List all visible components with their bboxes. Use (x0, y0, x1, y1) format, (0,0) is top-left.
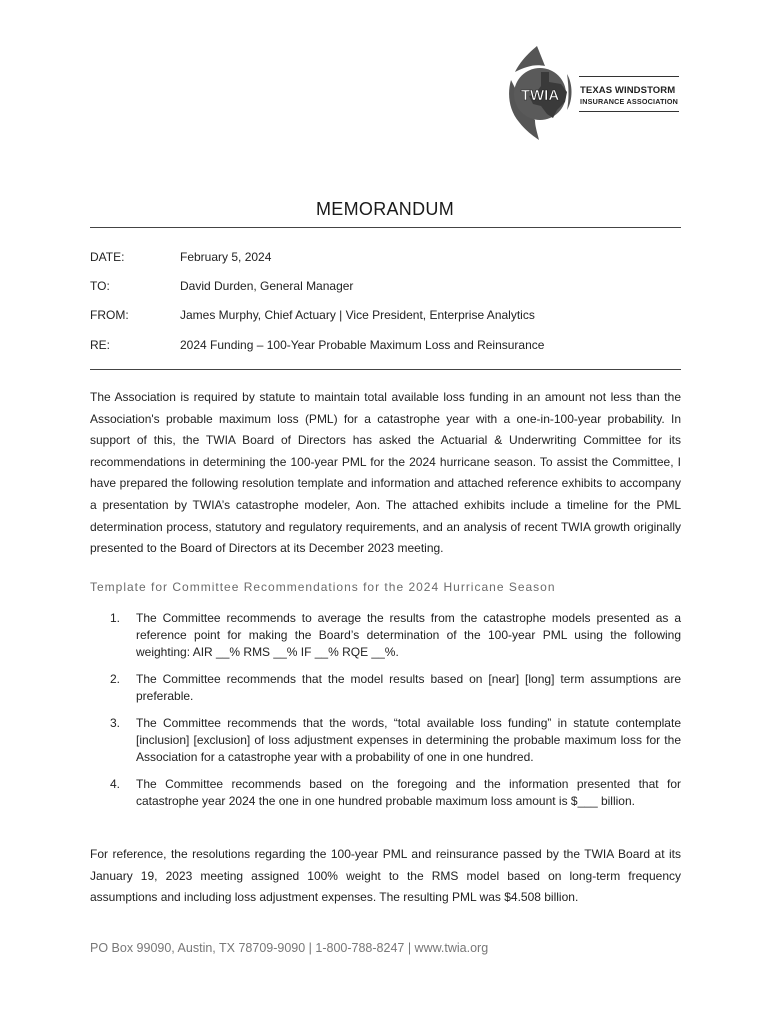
memo-title: MEMORANDUM (316, 199, 454, 219)
list-item-text: The Committee recommends that the words, “total available loss funding” in statute contemplate [inclusion] [exclusion] of loss adjustment expenses in determining the probable maximum loss for the Association for a catastrophe year with a probability of one in one hundred. (136, 716, 681, 764)
twia-logo (505, 44, 685, 142)
list-item-text: The Committee recommends based on the foregoing and the information presented that for catastrophe year 2024 the one in one hundred probable maximum loss amount is $___ billion. (136, 777, 681, 808)
header-bottom-rule (90, 369, 681, 370)
header-date-value: February 5, 2024 (180, 250, 272, 264)
footer-contact: PO Box 99090, Austin, TX 78709-9090 | 1-800-788-8247 | www.twia.org (90, 941, 489, 955)
logo-rule-top (579, 76, 679, 77)
header-from-value: James Murphy, Chief Actuary | Vice President, Enterprise Analytics (180, 308, 535, 322)
header-re-label: RE: (90, 338, 111, 352)
header-from-label: FROM: (90, 308, 129, 322)
logo-name-line2: INSURANCE ASSOCIATION (580, 97, 679, 106)
twia-logo-mark (505, 44, 575, 142)
list-item-number: 3. (110, 716, 121, 730)
logo-mark-text: TWIA (520, 87, 560, 104)
list-item-text: The Committee recommends to average the results from the catastrophe models presented as a reference point for making the Board’s determination of the 100-year PML using the following weighting: AIR __% RMS __% IF __% RQE __%. (136, 611, 681, 659)
list-item-number: 1. (110, 611, 121, 625)
closing-paragraph: For reference, the resolutions regarding the 100-year PML and reinsurance passed by the TWIA Board at its January 19, 2023 meeting assigned 100% weight to the RMS model based on long-term frequency assumptions and including loss adjustment expenses. The resulting PML was $4.508 billion. (90, 847, 681, 905)
logo-rule-bottom (579, 111, 679, 112)
list-item-number: 4. (110, 777, 121, 791)
memo-title-rule (90, 227, 681, 228)
header-date-label: DATE: (90, 250, 125, 264)
list-item (90, 776, 681, 810)
section-heading: Template for Committee Recommendations for the 2024 Hurricane Season (90, 580, 556, 594)
header-to-label: TO: (90, 279, 110, 293)
list-item-text: The Committee recommends that the model results based on [near] [long] term assumptions are preferable. (136, 672, 681, 703)
list-item (90, 715, 681, 766)
logo-name-line1: TEXAS WINDSTORM (580, 85, 676, 96)
recommendations-list (90, 610, 681, 820)
list-item-number: 2. (110, 672, 121, 686)
list-item (90, 610, 681, 661)
header-re-value: 2024 Funding – 100-Year Probable Maximum Loss and Reinsurance (180, 338, 545, 352)
list-item (90, 671, 681, 705)
intro-paragraph: The Association is required by statute to maintain total available loss funding in an amount not less than the Association's probable maximum loss (PML) for a catastrophe year with a one-in-100-year probability. In support of this, the TWIA Board of Directors has asked the Actuarial & Underwriting Committee for its recommendations in determining the 100-year PML for the 2024 hurricane season. To assist the Committee, I have prepared the following resolution template and information and attached reference exhibits to accompany a presentation by TWIA’s catastrophe modeler, Aon. The attached exhibits include a timeline for the PML determination process, statutory and regulatory requirements, and an analysis of recent TWIA growth originally presented to the Board of Directors at its December 2023 meeting. (90, 390, 681, 556)
header-to-value: David Durden, General Manager (180, 279, 354, 293)
